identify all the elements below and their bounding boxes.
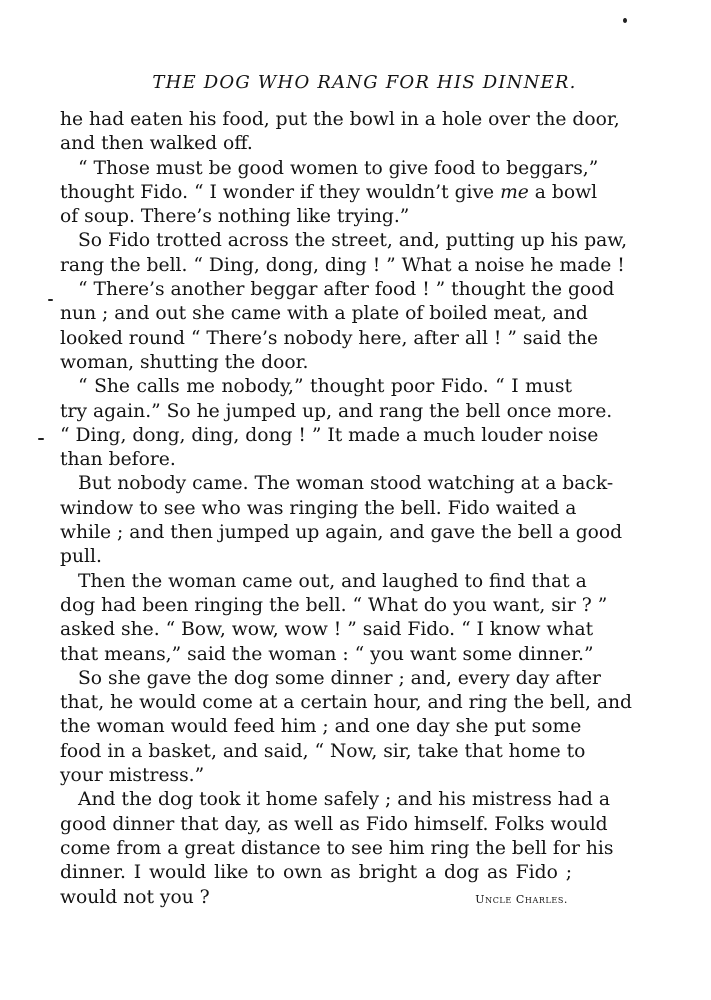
text-line: window to see who was ringing the bell. Fido waited a [60,497,577,519]
closing-line [60,886,572,912]
text-line: come from a great distance to see him ring the bell for his [60,837,614,859]
ink-speck [38,438,44,440]
text-line: So she gave the dog some dinner ; and, every day after [78,667,601,689]
text-line: “ Those must be good women to give food to beggars,” [78,157,599,179]
story-text [60,108,632,912]
text-line: asked she. “ Bow, wow, wow ! ” said Fido. “ I know what [60,619,594,641]
text-line: good dinner that day, as well as Fido himself. Folks would [60,813,608,835]
text-line: pull. [60,546,102,568]
text-line: than before. [60,449,176,471]
text-line: of soup. There’s nothing like trying.” [60,206,410,228]
ink-speck [48,299,53,301]
text-line: “ There’s another beggar after food ! ” thought the good [78,279,615,301]
text-line: nun ; and out she came with a plate of boiled meat, and [60,303,588,325]
running-head: THE DOG WHO RANG FOR HIS DINNER. [152,72,577,93]
author-signature: Uncle Charles. [475,892,568,906]
text-line: “ She calls me nobody,” thought poor Fido. “ I must [78,376,572,398]
text-line: he had eaten his food, put the bowl in a hole over the door, [60,109,620,130]
text-line: looked round “ There’s nobody here, after all ! ” said the [60,327,599,349]
text-line: the woman would feed him ; and one day she put some [60,716,582,738]
text-line: And the dog took it home safely ; and his mistress had a [78,789,610,811]
text-line: dinner. I would like to own as bright a dog as Fido ; [60,862,572,884]
text-line: Then the woman came out, and laughed to find that a [78,570,587,592]
text-line: that means,” said the woman : “ you want some dinner.” [60,643,594,665]
text-line: dog had been ringing the bell. “ What do you want, sir ? ” [60,594,608,616]
text-line: “ Ding, dong, ding, dong ! ” It made a much louder noise [60,424,599,446]
text-line: that, he would come at a certain hour, and ring the bell, and [60,692,632,714]
text-line: So Fido trotted across the street, and, putting up his paw, [78,230,628,252]
text-line: But nobody came. The woman stood watching at a back- [78,473,614,495]
text-line: rang the bell. “ Ding, dong, ding ! ” What a noise he made ! [60,254,625,276]
text-line: your mistress.” [60,765,205,787]
ink-speck [623,18,627,23]
text-line: food in a basket, and said, “ Now, sir, take that home to [60,740,586,762]
text-line: while ; and then jumped up again, and gave the bell a good [60,522,623,544]
text-line: thought Fido. “ I wonder if they wouldn’t give me a bowl [60,181,598,203]
text-line: and then walked off. [60,133,253,155]
final-line: would not you ? [60,886,210,908]
text-line: try again.” So he jumped up, and rang the bell once more. [60,400,613,422]
text-line: woman, shutting the door. [60,351,309,373]
